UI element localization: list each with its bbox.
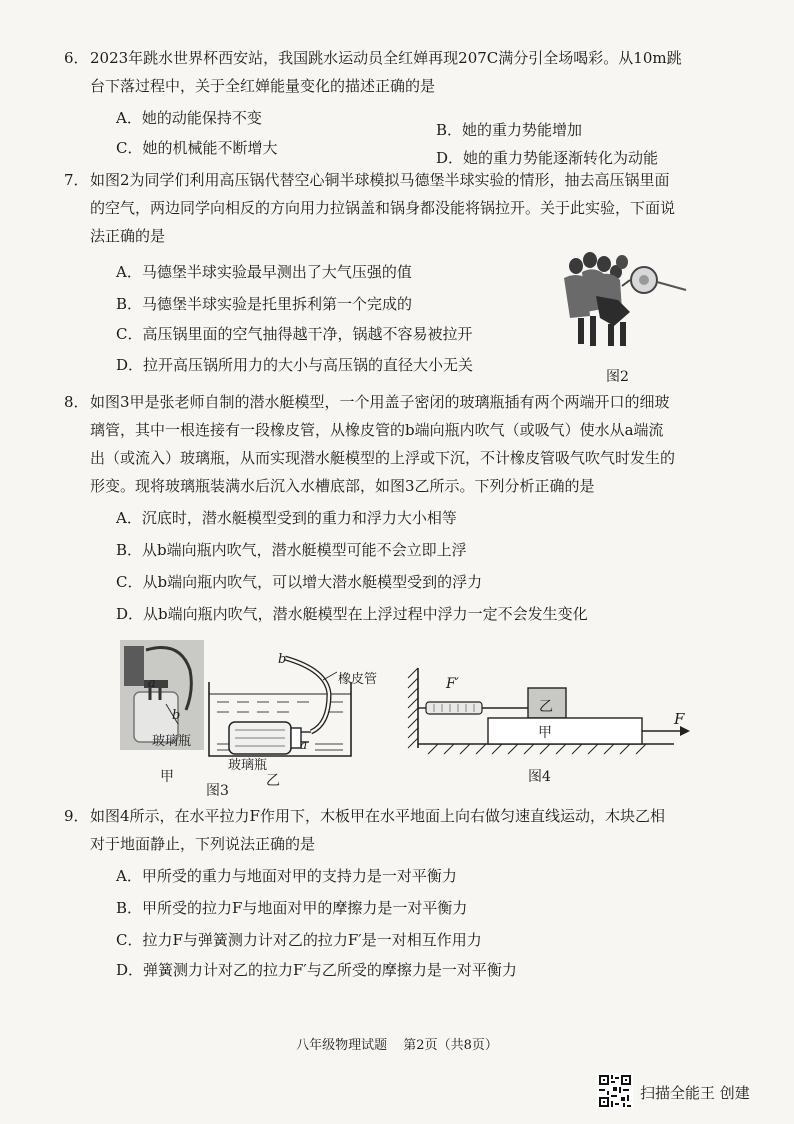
figure-3-caption: 图3 — [206, 783, 229, 799]
option-b: B．马德堡半球实验是托里拆利第一个完成的 — [116, 295, 413, 313]
figure-4-label-jia: 甲 — [538, 725, 552, 741]
figure-4-label-f-prime: F′ — [446, 676, 459, 692]
question-stem-line: 出（或流入）玻璃瓶，从而实现潜水艇模型的上浮或下沉，不计橡皮管吸气吹气时发生的 — [90, 449, 676, 467]
option-b: B．她的重力势能增加 — [436, 121, 583, 139]
figure-3-yi-label-bottle: 玻璃瓶 — [228, 758, 268, 773]
figure-3-jia-label: 甲 — [160, 769, 174, 785]
figure-4-label-f: F — [674, 710, 685, 728]
option-d: D．从b端向瓶内吹气，潜水艇模型在上浮过程中浮力一定不会发生变化 — [116, 605, 588, 623]
qr-code-icon — [597, 1073, 633, 1109]
option-b: B．甲所受的拉力F与地面对甲的摩擦力是一对平衡力 — [116, 899, 468, 917]
question-stem-line: 如图4所示，在水平拉力F作用下，木板甲在水平地面上向右做匀速直线运动，木块乙相 — [90, 807, 665, 825]
question-stem-line: 台下落过程中，关于全红婵能量变化的描述正确的是 — [90, 77, 436, 95]
option-c: C．从b端向瓶内吹气，可以增大潜水艇模型受到的浮力 — [116, 573, 483, 591]
figure-3-yi-label-tube: 橡皮管 — [338, 672, 378, 687]
option-d: D．弹簧测力计对乙的拉力F′与乙所受的摩擦力是一对平衡力 — [116, 961, 517, 979]
question-stem-line: 如图3甲是张老师自制的潜水艇模型，一个用盖子密闭的玻璃瓶插有两个两端开口的细玻 — [90, 393, 670, 411]
question-stem-line: 2023年跳水世界杯西安站，我国跳水运动员全红婵再现207C满分引全场喝彩。从10m跳 — [90, 49, 682, 67]
option-a: A．沉底时，潜水艇模型受到的重力和浮力大小相等 — [116, 509, 457, 527]
question-number: 6． — [64, 49, 89, 67]
figure-3-yi-label-a: a — [300, 738, 308, 752]
figure-3-jia-label-a: a — [148, 676, 156, 691]
question-stem-line: 对于地面静止，下列说法正确的是 — [90, 835, 316, 853]
scanner-watermark-text: 扫描全能王 创建 — [640, 1084, 750, 1102]
question-stem-line: 的空气，两边同学向相反的方向用力拉锅盖和锅身都没能将锅拉开。关于此实验，下面说 — [90, 199, 676, 217]
figure-4-label-yi: 乙 — [539, 699, 553, 715]
option-a: A．甲所受的重力与地面对甲的支持力是一对平衡力 — [116, 867, 457, 885]
option-c: C．拉力F与弹簧测力计对乙的拉力F′是一对相互作用力 — [116, 931, 482, 949]
footer-page-number: 第2页（共8页） — [403, 1038, 498, 1053]
figure-4-caption: 图4 — [528, 769, 551, 785]
figure-3-jia-label-b: b — [172, 708, 181, 723]
question-9 — [64, 802, 730, 858]
question-stem-line: 法正确的是 — [90, 227, 166, 245]
option-d: D．她的重力势能逐渐转化为动能 — [436, 149, 659, 167]
question-stem-line: 形变。现将玻璃瓶装满水后沉入水槽底部，如图3乙所示。下列分析正确的是 — [90, 477, 595, 495]
figure-2-photo — [556, 238, 690, 360]
page-footer — [0, 1034, 794, 1053]
question-8 — [64, 388, 730, 500]
option-c: C．高压锅里面的空气抽得越干净，锅越不容易被拉开 — [116, 325, 473, 343]
option-d: D．拉开高压锅所用力的大小与高压锅的直径大小无关 — [116, 356, 474, 374]
question-number: 8． — [64, 393, 89, 411]
question-number: 7． — [64, 171, 89, 189]
option-a: A．她的动能保持不变 — [116, 109, 262, 127]
question-stem-line: 璃管，其中一根连接有一段橡皮管，从橡皮管的b端向瓶内吹气（或吸气）使水从a端流 — [90, 421, 664, 439]
option-b: B．从b端向瓶内吹气，潜水艇模型可能不会立即上浮 — [116, 541, 467, 559]
footer-subject: 八年级物理试题 — [296, 1038, 388, 1053]
question-number: 9． — [64, 807, 89, 825]
option-c: C．她的机械能不断增大 — [116, 139, 278, 157]
figure-3-yi-label-b: b — [278, 652, 287, 667]
figure-2-caption: 图2 — [606, 369, 629, 385]
figure-3-yi-diagram — [205, 650, 385, 760]
question-6 — [64, 44, 730, 100]
option-a: A．马德堡半球实验最早测出了大气压强的值 — [116, 263, 412, 281]
question-stem-line: 如图2为同学们利用高压锅代替空心铜半球模拟马德堡半球实验的情形，抽去高压锅里面 — [90, 171, 670, 189]
figure-3-yi-label: 乙 — [266, 773, 280, 789]
figure-3-jia-label-bottle: 玻璃瓶 — [152, 734, 192, 749]
